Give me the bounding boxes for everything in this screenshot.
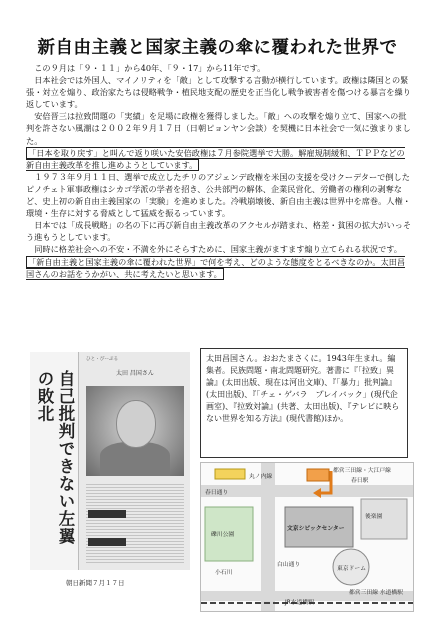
map-label: JR水道橋駅 bbox=[285, 600, 314, 606]
boxed-paragraph: 「新自由主義と国家主義の傘に覆われた世界」で何を考え、どのような態度をとるべきなのか。太田昌国さんのお話をうかがい、共に考えたいと思います。 bbox=[26, 256, 406, 279]
clipping-caption: 朝日新聞７月１７日 bbox=[66, 579, 125, 587]
boxed-paragraph: 「日本を取り戻す」と叫んで返り咲いた安倍政権は７月参院選挙で大勝。解雇規制緩和、ＴＰＰなどの新自由主義改革を推し進めようとしています。 bbox=[26, 147, 405, 170]
map-label: 文京シビックセンター bbox=[287, 526, 345, 532]
paragraph: 日本社会では外国人、マイノリティを「敵」として攻撃する言動が横行しています。政権は隣国との緊張・対立を煽り、政治家たちは侵略戦争・植民地支配の歴史を正当化し戦争被害者を傷つける暴言を繰り返しています。 bbox=[26, 75, 411, 110]
clipping-body-text bbox=[86, 482, 184, 564]
clipping-subhead bbox=[88, 510, 126, 518]
page-title: 新自由主義と国家主義の傘に覆われた世界で bbox=[37, 38, 398, 58]
paragraph: 同時に格差社会への不安・不満を外にそらすために、国家主義がますます煽り立てられる状況です。 bbox=[34, 244, 402, 255]
clipping-kicker: ひと・ぴーぷる bbox=[86, 357, 119, 362]
map-label: 丸ノ内線 bbox=[249, 474, 273, 480]
newspaper-clipping bbox=[30, 352, 190, 570]
intro-text bbox=[26, 62, 412, 280]
paragraph bbox=[26, 147, 412, 171]
paragraph: この９月は「９・１１」から40年、「９・17」から11年です。 bbox=[34, 63, 266, 73]
paragraph: 日本では「成長戦略」の名の下に再び新自由主義改革のアクセルが踏まれ、格差・貧困の拡大がいっそう進もうとしています。 bbox=[26, 220, 412, 243]
speaker-bio: 太田昌国さん。おおたまさくに。1943年生まれ。編集者。民族問題・南北問題研究。著書に『「拉致」異論』(太田出版、現在は河出文庫)、『「暴力」批判論』(太田出版)、『「チェ・ゲバラ プレイバック」(現代企画室)、『拉致対論』(共著、太田出版)、『テレビに映らない世界を知る方法』(現代書館)ほか。 bbox=[200, 348, 408, 458]
portrait-face bbox=[116, 400, 156, 448]
access-map bbox=[200, 462, 414, 612]
map-label: 後楽園 bbox=[365, 514, 383, 520]
map-label: 都営三田線・大江戸線 bbox=[333, 468, 391, 474]
portrait-photo bbox=[86, 386, 184, 476]
paragraph: 安倍晋三は拉致問題の「実績」を足場に政権を獲得しました。「敵」への攻撃を煽り立て、国家への批判を許さない風潮は２００２年９月１７日（日朝ピョンヤン会談）を契機に日本社会で一気に強まりました。 bbox=[26, 111, 411, 146]
map-label: 春日通り bbox=[205, 490, 229, 496]
paragraph: １９７３年９月１１日、選挙で成立したチリのアジェンデ政権を米国の支援を受けクーデターで倒したピノチェト軍事政権はシカゴ学派の学者を招き、公共部門の解体、企業民営化、労働者の権利の剥奪など、史上初の新自由主義国家の「実験」を進めました。冷戦崩壊後、新自由主義は世界中を席巻。人権・環境・生存に対する脅威として猛威を振るっています。 bbox=[26, 171, 411, 219]
map-label: 小石川 bbox=[215, 570, 233, 576]
kasuga-road bbox=[201, 485, 413, 497]
map-label: 春日駅 bbox=[351, 478, 369, 484]
paragraph bbox=[26, 256, 412, 280]
clipping-headline: 自己批判できない左翼の敗北 bbox=[35, 370, 75, 545]
map-label: 東京ドーム bbox=[337, 566, 366, 572]
clipping-name: 太田 昌国さん bbox=[116, 370, 154, 377]
marunouchi-marker bbox=[215, 469, 245, 479]
station-exit-marker bbox=[307, 469, 329, 481]
map-label: 都営三田線 水道橋駅 bbox=[349, 590, 404, 596]
map-label: 白山通り bbox=[277, 562, 301, 568]
clipping-subhead bbox=[88, 538, 126, 546]
map-label: 礫川公園 bbox=[211, 532, 235, 538]
headline-column bbox=[30, 352, 79, 570]
